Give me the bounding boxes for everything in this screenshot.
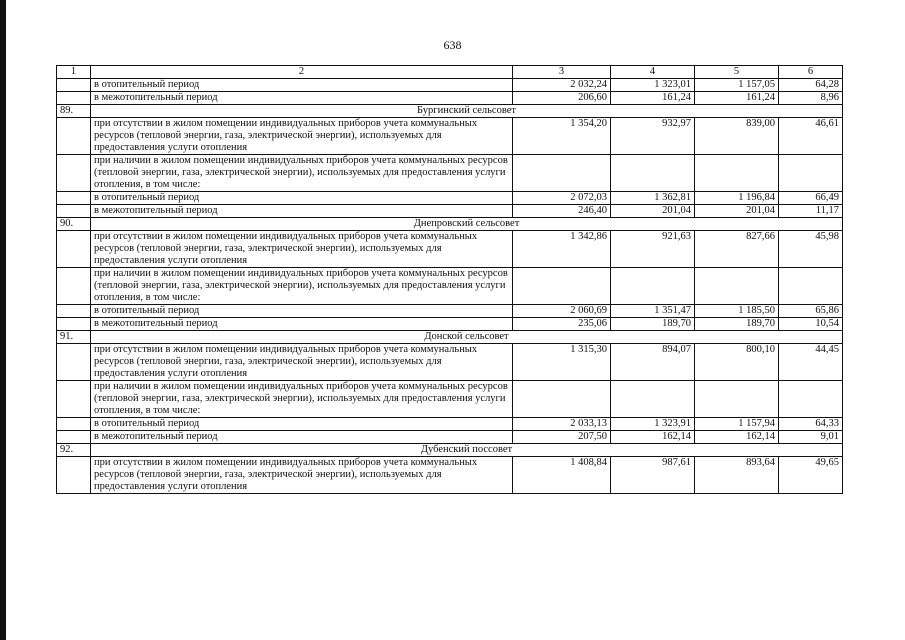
value-col-3: 2 060,69	[513, 305, 611, 318]
table-row	[57, 118, 843, 155]
value-col-3: 2 072,03	[513, 192, 611, 205]
value-col-5: 1 196,84	[695, 192, 779, 205]
value-col-5: 1 157,94	[695, 418, 779, 431]
value-col-4: 921,63	[611, 231, 695, 268]
value-col-3: 2 033,13	[513, 418, 611, 431]
value-col-6: 11,17	[779, 205, 843, 218]
table-row	[57, 192, 843, 205]
table-row	[57, 205, 843, 218]
row-description: при отсутствии в жилом помещении индивидуальных приборов учета коммунальных ресурсов (тепловой энергии, газа, электрической энергии), используемых для предоставления услуги отопления	[91, 457, 513, 494]
row-number	[57, 118, 91, 155]
row-description: в межотопительный период	[91, 318, 513, 331]
value-col-5: 839,00	[695, 118, 779, 155]
row-description: при отсутствии в жилом помещении индивидуальных приборов учета коммунальных ресурсов (тепловой энергии, газа, электрической энергии), используемых для предоставления услуги отопления	[91, 118, 513, 155]
value-col-6: 46,61	[779, 118, 843, 155]
value-col-4: 189,70	[611, 318, 695, 331]
value-col-6: 49,65	[779, 457, 843, 494]
value-col-4	[611, 155, 695, 192]
col-header-4: 4	[611, 66, 695, 79]
value-col-3	[513, 381, 611, 418]
value-col-3: 1 408,84	[513, 457, 611, 494]
table-row	[57, 155, 843, 192]
row-number	[57, 431, 91, 444]
value-col-4: 987,61	[611, 457, 695, 494]
page-edge-bar	[0, 0, 6, 640]
value-col-3: 1 342,86	[513, 231, 611, 268]
value-col-4: 1 323,01	[611, 79, 695, 92]
row-description: в межотопительный период	[91, 205, 513, 218]
value-col-6: 44,45	[779, 344, 843, 381]
row-number	[57, 418, 91, 431]
row-description: в отопительный период	[91, 192, 513, 205]
value-col-4: 201,04	[611, 205, 695, 218]
table-row	[57, 431, 843, 444]
value-col-5	[695, 381, 779, 418]
section-row	[57, 218, 843, 231]
value-col-6	[779, 381, 843, 418]
table-body	[57, 79, 843, 494]
row-description: при наличии в жилом помещении индивидуальных приборов учета коммунальных ресурсов (тепловой энергии, газа, электрической энергии), используемых для предоставления услуги отопления, в том числе:	[91, 268, 513, 305]
table-row	[57, 79, 843, 92]
table-row	[57, 92, 843, 105]
table-row	[57, 268, 843, 305]
row-number	[57, 318, 91, 331]
value-col-5	[695, 268, 779, 305]
col-header-1: 1	[57, 66, 91, 79]
section-row	[57, 105, 843, 118]
section-title: Донской сельсовет	[91, 331, 843, 344]
col-header-2: 2	[91, 66, 513, 79]
table-row	[57, 344, 843, 381]
section-number: 90.	[57, 218, 91, 231]
column-number-row	[57, 66, 843, 79]
table-row	[57, 231, 843, 268]
value-col-3: 206,60	[513, 92, 611, 105]
row-description: в межотопительный период	[91, 431, 513, 444]
value-col-6	[779, 268, 843, 305]
tariff-table	[56, 65, 843, 494]
row-number	[57, 344, 91, 381]
section-title: Днепровский сельсовет	[91, 218, 843, 231]
section-row	[57, 444, 843, 457]
row-number	[57, 155, 91, 192]
value-col-6: 8,96	[779, 92, 843, 105]
row-number	[57, 268, 91, 305]
row-number	[57, 231, 91, 268]
row-description: при отсутствии в жилом помещении индивидуальных приборов учета коммунальных ресурсов (тепловой энергии, газа, электрической энергии), используемых для предоставления услуги отопления	[91, 344, 513, 381]
section-title: Бургинский сельсовет	[91, 105, 843, 118]
value-col-6: 66,49	[779, 192, 843, 205]
section-row	[57, 331, 843, 344]
row-number	[57, 457, 91, 494]
value-col-4: 1 351,47	[611, 305, 695, 318]
row-description: в межотопительный период	[91, 92, 513, 105]
section-number: 91.	[57, 331, 91, 344]
page-number: 638	[443, 38, 462, 52]
col-header-6: 6	[779, 66, 843, 79]
value-col-3	[513, 155, 611, 192]
value-col-3	[513, 268, 611, 305]
value-col-5: 1 185,50	[695, 305, 779, 318]
table-row	[57, 318, 843, 331]
value-col-4	[611, 268, 695, 305]
row-description: при наличии в жилом помещении индивидуальных приборов учета коммунальных ресурсов (тепловой энергии, газа, электрической энергии), используемых для предоставления услуги отопления, в том числе:	[91, 381, 513, 418]
row-number	[57, 79, 91, 92]
value-col-4	[611, 381, 695, 418]
value-col-5: 893,64	[695, 457, 779, 494]
value-col-5: 827,66	[695, 231, 779, 268]
value-col-3: 1 354,20	[513, 118, 611, 155]
section-number: 92.	[57, 444, 91, 457]
value-col-4: 894,07	[611, 344, 695, 381]
row-number	[57, 205, 91, 218]
value-col-5	[695, 155, 779, 192]
row-number	[57, 92, 91, 105]
value-col-3: 2 032,24	[513, 79, 611, 92]
value-col-3: 1 315,30	[513, 344, 611, 381]
value-col-4: 162,14	[611, 431, 695, 444]
row-description: в отопительный период	[91, 418, 513, 431]
section-title: Дубенский поссовет	[91, 444, 843, 457]
value-col-5: 162,14	[695, 431, 779, 444]
col-header-3: 3	[513, 66, 611, 79]
row-description: в отопительный период	[91, 79, 513, 92]
row-number	[57, 192, 91, 205]
col-header-5: 5	[695, 66, 779, 79]
value-col-4: 1 323,91	[611, 418, 695, 431]
value-col-4: 161,24	[611, 92, 695, 105]
value-col-3: 246,40	[513, 205, 611, 218]
value-col-6: 10,54	[779, 318, 843, 331]
row-description: в отопительный период	[91, 305, 513, 318]
section-number: 89.	[57, 105, 91, 118]
value-col-5: 161,24	[695, 92, 779, 105]
value-col-5: 201,04	[695, 205, 779, 218]
row-number	[57, 381, 91, 418]
value-col-6	[779, 155, 843, 192]
value-col-5: 800,10	[695, 344, 779, 381]
table-row	[57, 418, 843, 431]
value-col-3: 207,50	[513, 431, 611, 444]
value-col-6: 64,33	[779, 418, 843, 431]
table-row	[57, 457, 843, 494]
row-description: при наличии в жилом помещении индивидуальных приборов учета коммунальных ресурсов (тепловой энергии, газа, электрической энергии), используемых для предоставления услуги отопления, в том числе:	[91, 155, 513, 192]
value-col-4: 932,97	[611, 118, 695, 155]
table-row	[57, 381, 843, 418]
row-description: при отсутствии в жилом помещении индивидуальных приборов учета коммунальных ресурсов (тепловой энергии, газа, электрической энергии), используемых для предоставления услуги отопления	[91, 231, 513, 268]
value-col-3: 235,06	[513, 318, 611, 331]
value-col-5: 189,70	[695, 318, 779, 331]
value-col-6: 64,28	[779, 79, 843, 92]
value-col-6: 9,01	[779, 431, 843, 444]
table-row	[57, 305, 843, 318]
value-col-4: 1 362,81	[611, 192, 695, 205]
value-col-5: 1 157,05	[695, 79, 779, 92]
value-col-6: 45,98	[779, 231, 843, 268]
value-col-6: 65,86	[779, 305, 843, 318]
row-number	[57, 305, 91, 318]
